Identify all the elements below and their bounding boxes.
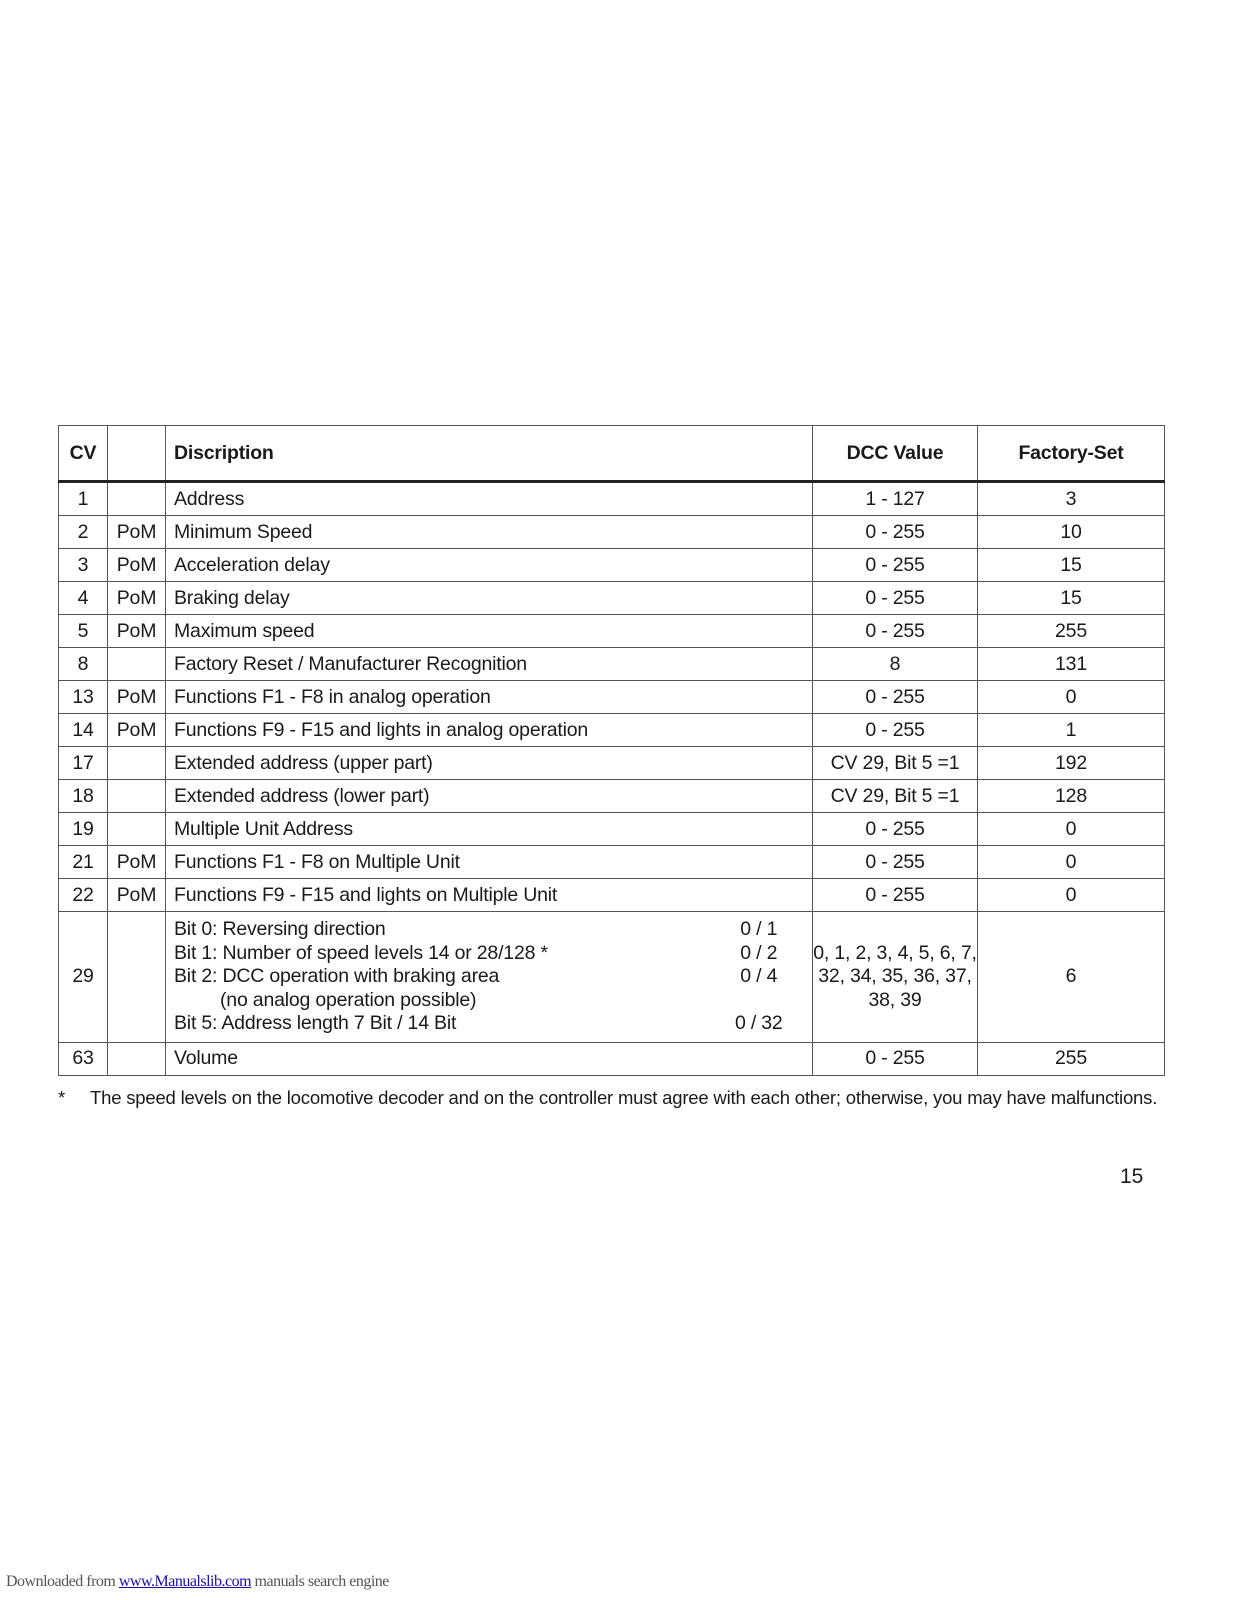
cell-factory-set: 0 bbox=[978, 846, 1165, 879]
cell-factory-set: 192 bbox=[978, 747, 1165, 780]
cell-pom bbox=[108, 482, 166, 516]
cell-factory-set: 0 bbox=[978, 879, 1165, 912]
download-footer bbox=[6, 1573, 389, 1591]
table-row bbox=[59, 615, 1165, 648]
cell-description: Extended address (lower part) bbox=[166, 780, 813, 813]
bit-value: 0 / 2 bbox=[740, 941, 778, 964]
bit-value: 0 / 32 bbox=[734, 1012, 783, 1034]
cell-factory-set: 15 bbox=[978, 549, 1165, 582]
header-cv: CV bbox=[59, 426, 108, 482]
cell-pom: PoM bbox=[108, 879, 166, 912]
cell-pom bbox=[108, 813, 166, 846]
cell-description: Multiple Unit Address bbox=[166, 813, 813, 846]
bit-text: Bit 1: Number of speed levels 14 or 28/128 * bbox=[174, 941, 548, 964]
cell-description: Braking delay bbox=[166, 582, 813, 615]
cell-description: Functions F1 - F8 on Multiple Unit bbox=[166, 846, 813, 879]
table-row bbox=[59, 846, 1165, 879]
cell-dcc-value: 0 - 255 bbox=[813, 516, 978, 549]
cell-pom: PoM bbox=[108, 615, 166, 648]
table-row bbox=[59, 648, 1165, 681]
table-row bbox=[59, 813, 1165, 846]
cell-dcc-value: 0 - 255 bbox=[813, 846, 978, 879]
cell-description: Volume bbox=[166, 1042, 813, 1075]
table-row bbox=[59, 681, 1165, 714]
table-row bbox=[59, 582, 1165, 615]
header-dcc-value: DCC Value bbox=[813, 426, 978, 482]
cell-pom: PoM bbox=[108, 846, 166, 879]
cell-dcc-value: 0 - 255 bbox=[813, 879, 978, 912]
cell-description: Minimum Speed bbox=[166, 516, 813, 549]
table-row-cv29 bbox=[59, 912, 1165, 1043]
cell-factory-set: 255 bbox=[978, 1042, 1165, 1075]
cell-dcc-value: 1 - 127 bbox=[813, 482, 978, 516]
cell-cv: 63 bbox=[59, 1042, 108, 1075]
cell-dcc-value: 8 bbox=[813, 648, 978, 681]
cell-dcc-value: 0 - 255 bbox=[813, 549, 978, 582]
table-row bbox=[59, 780, 1165, 813]
cell-cv: 3 bbox=[59, 549, 108, 582]
cell-pom: PoM bbox=[108, 681, 166, 714]
footnote-text: The speed levels on the locomotive decoder and on the controller must agree with each other; otherwise, you may have malfunctions. bbox=[90, 1087, 1158, 1108]
cell-cv: 22 bbox=[59, 879, 108, 912]
bit-text: Bit 0: Reversing direction bbox=[174, 918, 386, 940]
cell-dcc-value: 0 - 255 bbox=[813, 582, 978, 615]
cv-table bbox=[58, 425, 1165, 1076]
cell-description: Extended address (upper part) bbox=[166, 747, 813, 780]
cell-description: Acceleration delay bbox=[166, 549, 813, 582]
cell-factory-set: 15 bbox=[978, 582, 1165, 615]
cell-cv: 8 bbox=[59, 648, 108, 681]
table-row bbox=[59, 879, 1165, 912]
cell-dcc-value: CV 29, Bit 5 =1 bbox=[813, 780, 978, 813]
cell-cv: 17 bbox=[59, 747, 108, 780]
table-row bbox=[59, 516, 1165, 549]
cell-factory-set: 10 bbox=[978, 516, 1165, 549]
cell-dcc-value: 0 - 255 bbox=[813, 681, 978, 714]
bit-text: (no analog operation possible) bbox=[220, 988, 477, 1011]
cell-factory-set: 255 bbox=[978, 615, 1165, 648]
cell-pom: PoM bbox=[108, 714, 166, 747]
cell-factory-set: 3 bbox=[978, 482, 1165, 516]
cv29-bit-descriptions bbox=[166, 912, 706, 1043]
header-pom bbox=[108, 426, 166, 482]
cell-description: Functions F1 - F8 in analog operation bbox=[166, 681, 813, 714]
table-row bbox=[59, 1042, 1165, 1075]
bit-text: Bit 2: DCC operation with braking area bbox=[174, 965, 500, 987]
cell-cv: 5 bbox=[59, 615, 108, 648]
dcc-line: 38, 39 bbox=[868, 988, 922, 1011]
bit-value: 0 / 4 bbox=[740, 965, 778, 987]
cell-cv: 29 bbox=[59, 912, 108, 1043]
bit-line bbox=[174, 942, 706, 966]
cell-factory-set: 128 bbox=[978, 780, 1165, 813]
footnote bbox=[58, 1087, 1178, 1109]
cell-description: Functions F9 - F15 and lights on Multiple Unit bbox=[166, 879, 813, 912]
bit-line bbox=[174, 989, 706, 1013]
cell-dcc-value: 0 - 255 bbox=[813, 714, 978, 747]
cell-dcc-value: 0 - 255 bbox=[813, 813, 978, 846]
cell-pom: PoM bbox=[108, 516, 166, 549]
cell-factory-set: 0 bbox=[978, 681, 1165, 714]
page-number: 15 bbox=[1120, 1165, 1144, 1188]
bit-value bbox=[706, 989, 813, 1013]
cell-factory-set: 0 bbox=[978, 813, 1165, 846]
table-row bbox=[59, 549, 1165, 582]
cell-dcc-value bbox=[813, 912, 978, 1043]
cell-cv: 13 bbox=[59, 681, 108, 714]
table-row bbox=[59, 714, 1165, 747]
dcc-line: 32, 34, 35, 36, 37, bbox=[818, 965, 972, 987]
cell-factory-set: 6 bbox=[978, 912, 1165, 1043]
cell-dcc-value: 0 - 255 bbox=[813, 1042, 978, 1075]
cell-pom: PoM bbox=[108, 582, 166, 615]
download-suffix: manuals search engine bbox=[251, 1573, 389, 1590]
cell-pom bbox=[108, 747, 166, 780]
bit-line bbox=[174, 918, 706, 942]
cell-dcc-value: CV 29, Bit 5 =1 bbox=[813, 747, 978, 780]
bit-value: 0 / 1 bbox=[740, 918, 778, 940]
table-row bbox=[59, 747, 1165, 780]
cell-pom bbox=[108, 648, 166, 681]
cell-cv: 21 bbox=[59, 846, 108, 879]
cell-description: Address bbox=[166, 482, 813, 516]
cell-pom bbox=[108, 912, 166, 1043]
cell-pom: PoM bbox=[108, 549, 166, 582]
cell-factory-set: 1 bbox=[978, 714, 1165, 747]
table-header-row bbox=[59, 426, 1165, 482]
cell-cv: 4 bbox=[59, 582, 108, 615]
cell-description: Maximum speed bbox=[166, 615, 813, 648]
bit-line bbox=[174, 965, 706, 989]
header-factory-set: Factory-Set bbox=[978, 426, 1165, 482]
dcc-line: 0, 1, 2, 3, 4, 5, 6, 7, bbox=[813, 941, 977, 964]
footnote-marker: * bbox=[58, 1087, 65, 1108]
cell-dcc-value: 0 - 255 bbox=[813, 615, 978, 648]
cell-description: Factory Reset / Manufacturer Recognition bbox=[166, 648, 813, 681]
cell-cv: 1 bbox=[59, 482, 108, 516]
cell-pom bbox=[108, 1042, 166, 1075]
download-prefix: Downloaded from bbox=[6, 1573, 119, 1590]
cell-pom bbox=[108, 780, 166, 813]
header-description: Discription bbox=[166, 426, 813, 482]
cell-cv: 14 bbox=[59, 714, 108, 747]
cell-cv: 2 bbox=[59, 516, 108, 549]
bit-line bbox=[174, 1012, 706, 1036]
cell-cv: 18 bbox=[59, 780, 108, 813]
cell-cv: 19 bbox=[59, 813, 108, 846]
cell-factory-set: 131 bbox=[978, 648, 1165, 681]
bit-text: Bit 5: Address length 7 Bit / 14 Bit bbox=[174, 1012, 457, 1034]
manualslib-link[interactable]: www.Manualslib.com bbox=[118, 1573, 252, 1590]
cell-description: Functions F9 - F15 and lights in analog operation bbox=[166, 714, 813, 747]
cv29-bit-values bbox=[706, 912, 813, 1043]
table-row bbox=[59, 482, 1165, 516]
